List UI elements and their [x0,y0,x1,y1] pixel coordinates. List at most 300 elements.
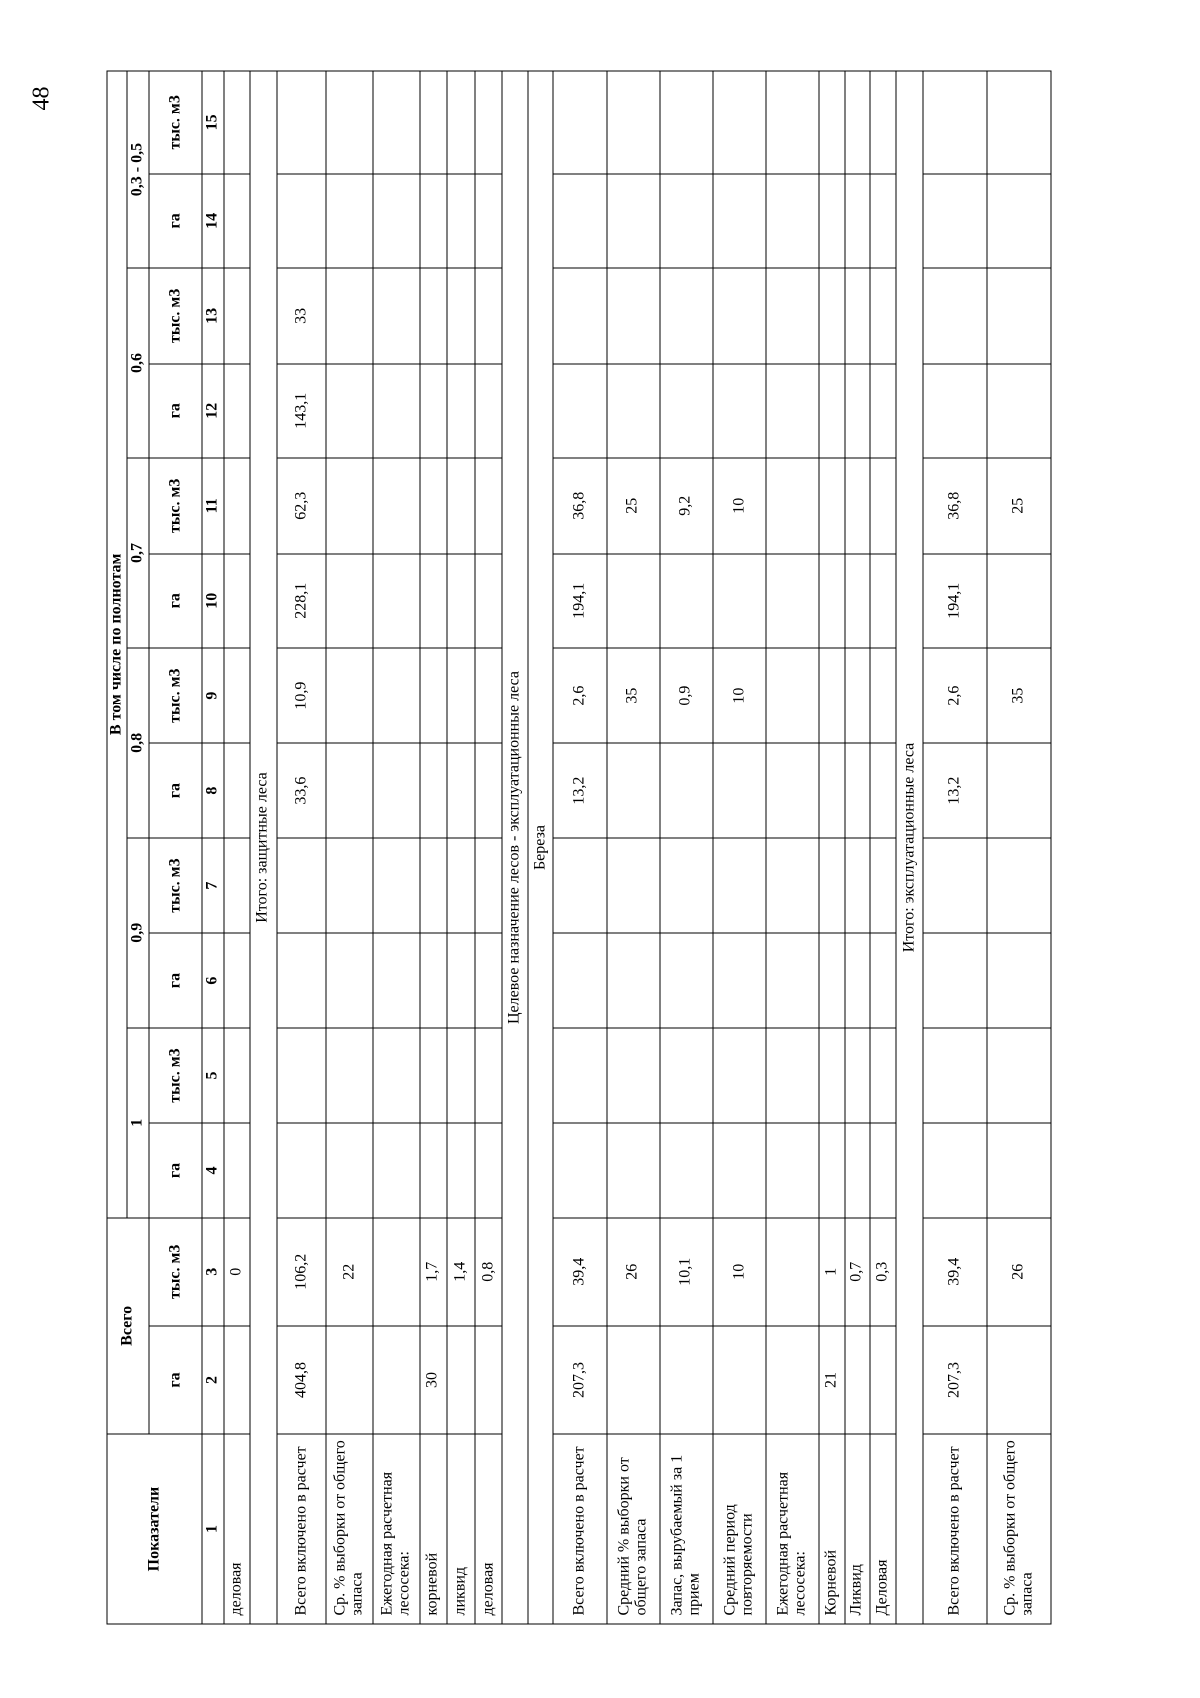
table-cell [713,1326,766,1434]
table-cell: 2,6 [553,648,606,744]
table-cell [607,743,660,837]
table-cell [870,554,896,648]
col-number: 3 [202,1218,224,1326]
table-cell [766,1326,819,1434]
unit-row [149,71,202,1624]
table-cell [607,174,660,268]
table-row [277,71,326,1624]
table-cell: 2,6 [923,648,987,744]
table-cell: 26 [607,1218,660,1326]
table-cell [326,554,373,648]
table-cell [660,1123,713,1217]
table-cell [607,838,660,934]
table-cell [373,174,420,268]
table-cell [224,1326,250,1434]
unit-ha: га [149,743,202,837]
table-cell [923,71,987,174]
table-cell [713,933,766,1027]
table-cell: 194,1 [553,554,606,648]
table-cell [987,364,1051,458]
row-label: Всего включено в расчет [277,1434,326,1624]
header-group-0-8: 0,8 [127,648,149,838]
table-cell [277,1123,326,1217]
table-cell [845,1326,871,1434]
row-label: деловая [224,1434,250,1624]
table-cell [987,933,1051,1027]
table-row [987,71,1051,1624]
table-cell: 26 [987,1218,1051,1326]
table-cell [420,1028,448,1124]
table-cell [819,174,845,268]
table-cell: 207,3 [923,1326,987,1434]
table-cell [819,743,845,837]
header-group-0-6: 0,6 [127,268,149,458]
col-number: 15 [202,71,224,174]
table-row [475,71,503,1624]
table-row [713,71,766,1624]
table-cell: 207,3 [553,1326,606,1434]
table-row [845,71,871,1624]
unit-m3: тыс. м3 [149,458,202,554]
table-cell [326,933,373,1027]
table-cell [660,174,713,268]
table-cell [420,268,448,364]
table-cell [277,174,326,268]
table-cell [766,71,819,174]
table-cell [447,743,475,837]
table-row [420,71,448,1624]
table-cell [224,648,250,744]
table-cell [224,1123,250,1217]
table-cell: 0,8 [475,1218,503,1326]
table-cell [447,174,475,268]
table-cell: 13,2 [553,743,606,837]
table-cell [447,933,475,1027]
table-cell [923,174,987,268]
table-cell [987,838,1051,934]
table-cell [766,1218,819,1326]
section-row [528,71,554,1624]
table-cell [845,268,871,364]
table-cell: 13,2 [923,743,987,837]
table-cell [607,1028,660,1124]
unit-ha: га [149,174,202,268]
table-cell [660,933,713,1027]
table-cell [326,1123,373,1217]
table-cell [553,838,606,934]
table-cell: 228,1 [277,554,326,648]
table-cell [420,648,448,744]
unit-m3: тыс. м3 [149,648,202,744]
table-cell [326,268,373,364]
table-cell: 143,1 [277,364,326,458]
table-cell [475,648,503,744]
table-cell [373,1123,420,1217]
table-cell [870,268,896,364]
table-cell [845,743,871,837]
table-row [373,71,420,1624]
table-cell [819,933,845,1027]
table-cell: 25 [987,458,1051,554]
header-group-1: 1 [127,1028,149,1218]
table-cell [766,1028,819,1124]
table-cell [447,364,475,458]
table-cell [475,554,503,648]
table-cell [475,458,503,554]
table-cell [713,1028,766,1124]
table-row [870,71,896,1624]
unit-ha: га [149,1123,202,1217]
table-cell [607,1326,660,1434]
table-cell: 404,8 [277,1326,326,1434]
table-cell [224,458,250,554]
table-cell [819,71,845,174]
table-row [923,71,987,1624]
table-cell [766,648,819,744]
table-cell [224,933,250,1027]
row-label: Ср. % выборки от общего запаса [326,1434,373,1624]
row-label: Ликвид [845,1434,871,1624]
table-row [819,71,845,1624]
header-vsego: Всего [107,1218,149,1434]
table-cell [987,554,1051,648]
table-cell [447,458,475,554]
table-cell: 10,1 [660,1218,713,1326]
table-cell [326,1028,373,1124]
table-cell [870,174,896,268]
table-cell [420,554,448,648]
table-cell [420,1123,448,1217]
table-cell [845,933,871,1027]
header-v-tom-chisle: В том числе по полнотам [107,71,127,1218]
table-cell [373,838,420,934]
table-cell [713,174,766,268]
table-cell [475,268,503,364]
table-cell [475,174,503,268]
table-cell: 25 [607,458,660,554]
table-cell [660,838,713,934]
table-row [660,71,713,1624]
table-cell [766,743,819,837]
unit-m3: тыс. м3 [149,1218,202,1326]
row-label: Средний % выборки от общего запаса [607,1434,660,1624]
table-cell [475,71,503,174]
table-cell [987,743,1051,837]
table-cell [870,71,896,174]
col-number: 11 [202,458,224,554]
table-cell [660,268,713,364]
table-cell: 35 [987,648,1051,744]
table-cell [326,364,373,458]
header-group-0-7: 0,7 [127,458,149,648]
table-cell [475,364,503,458]
col-number: 14 [202,174,224,268]
table-cell [420,71,448,174]
table-cell [447,71,475,174]
table-cell [277,838,326,934]
col-number: 6 [202,933,224,1027]
table-cell [660,71,713,174]
section-row [896,71,924,1624]
table-cell: 33 [277,268,326,364]
table-cell: 1,7 [420,1218,448,1326]
row-label: Ежегодная расчетная лесосека: [373,1434,420,1624]
table-cell: 194,1 [923,554,987,648]
table-cell: 0,3 [870,1218,896,1326]
table-cell [277,71,326,174]
table-cell [766,364,819,458]
section-title: Береза [528,71,554,1624]
table-cell: 1 [819,1218,845,1326]
table-cell [845,1028,871,1124]
table-cell [447,554,475,648]
table-cell [447,1028,475,1124]
table-cell [870,743,896,837]
col-number: 13 [202,268,224,364]
unit-m3: тыс. м3 [149,838,202,934]
unit-m3: тыс. м3 [149,71,202,174]
table-cell [713,71,766,174]
table-cell: 106,2 [277,1218,326,1326]
table-cell [420,458,448,554]
table-row [224,71,250,1624]
table-cell [326,71,373,174]
header-group-0-9: 0,9 [127,838,149,1028]
header-pokazateli: Показатели [107,1434,202,1624]
table-cell [845,458,871,554]
table-cell [224,743,250,837]
table-cell [845,174,871,268]
table-cell [373,458,420,554]
table-cell [819,648,845,744]
table-cell [326,1326,373,1434]
table-cell [713,743,766,837]
section-row [250,71,278,1624]
table-cell [845,838,871,934]
table-cell: 0,9 [660,648,713,744]
table-cell [766,838,819,934]
table-cell [660,743,713,837]
table-cell: 9,2 [660,458,713,554]
table-cell: 39,4 [923,1218,987,1326]
table-cell [766,933,819,1027]
table-cell: 39,4 [553,1218,606,1326]
table-cell [819,554,845,648]
table-cell [607,554,660,648]
table-cell [475,1326,503,1434]
table-cell [420,364,448,458]
table-cell [447,268,475,364]
table-row [607,71,660,1624]
table-cell [923,1028,987,1124]
table-row [553,71,606,1624]
table-cell [224,1028,250,1124]
table-cell [987,1123,1051,1217]
table-cell [224,268,250,364]
table-cell [819,838,845,934]
column-number-row [202,71,224,1624]
table-cell [373,648,420,744]
table-cell [553,1028,606,1124]
table-cell: 36,8 [553,458,606,554]
table-cell [660,554,713,648]
table-cell [373,743,420,837]
row-label: Всего включено в расчет [923,1434,987,1624]
table-cell [373,1326,420,1434]
header-group-0-3-0-5: 0,3 - 0,5 [127,71,149,268]
table-cell [766,174,819,268]
table-cell [607,268,660,364]
table-cell [607,1123,660,1217]
row-label: деловая [475,1434,503,1624]
table-cell [607,71,660,174]
table-cell [870,1123,896,1217]
table-cell [475,933,503,1027]
table-cell [819,1123,845,1217]
table-cell [475,838,503,934]
rotated-table-wrapper [107,71,1052,1625]
row-label: Ср. % выборки от общего запаса [987,1434,1051,1624]
table-cell: 35 [607,648,660,744]
table-cell [553,933,606,1027]
table-cell [713,554,766,648]
table-cell: 0 [224,1218,250,1326]
table-cell [870,1028,896,1124]
row-label: Всего включено в расчет [553,1434,606,1624]
table-cell [607,933,660,1027]
table-cell [224,71,250,174]
page-number: 48 [28,86,55,111]
table-cell [713,1123,766,1217]
table-cell [326,174,373,268]
table-cell [870,1326,896,1434]
table-cell [987,174,1051,268]
row-label: ликвид [447,1434,475,1624]
table-cell [373,1028,420,1124]
table-cell [870,933,896,1027]
col-number: 8 [202,743,224,837]
table-cell [420,933,448,1027]
table-cell [819,458,845,554]
col-number: 10 [202,554,224,648]
table-cell: 21 [819,1326,845,1434]
row-label: корневой [420,1434,448,1624]
table-cell [224,174,250,268]
table-cell [475,743,503,837]
table-cell [660,1028,713,1124]
table-cell [713,838,766,934]
table-cell [447,838,475,934]
table-body [224,71,1051,1624]
table-cell [923,268,987,364]
table-cell [870,364,896,458]
table-cell [326,838,373,934]
cutting-volume-table [107,71,1052,1625]
table-header [107,71,224,1624]
col-number: 2 [202,1326,224,1434]
section-title: Итого: эксплуатационные леса [896,71,924,1624]
table-cell [923,933,987,1027]
table-cell [420,838,448,934]
table-cell [447,1326,475,1434]
table-cell [553,364,606,458]
table-cell [987,268,1051,364]
table-cell [870,648,896,744]
table-cell [326,458,373,554]
table-cell [475,1028,503,1124]
table-cell: 10 [713,648,766,744]
table-cell [660,1326,713,1434]
table-cell [373,268,420,364]
row-label: Деловая [870,1434,896,1624]
table-cell [224,364,250,458]
unit-ha: га [149,933,202,1027]
table-cell [845,71,871,174]
row-label: Средний период повторяемости [713,1434,766,1624]
table-cell [553,174,606,268]
table-cell [224,554,250,648]
table-cell: 36,8 [923,458,987,554]
unit-ha: га [149,554,202,648]
unit-m3: тыс. м3 [149,268,202,364]
table-cell [870,458,896,554]
table-cell [923,838,987,934]
col-number: 4 [202,1123,224,1217]
table-cell [420,174,448,268]
table-cell [553,1123,606,1217]
table-cell [819,268,845,364]
table-cell [766,554,819,648]
table-cell [326,743,373,837]
table-cell: 1,4 [447,1218,475,1326]
table-cell: 10,9 [277,648,326,744]
table-cell [819,1028,845,1124]
table-row [766,71,819,1624]
table-cell [766,458,819,554]
table-cell [277,1028,326,1124]
table-cell [373,364,420,458]
table-cell [845,364,871,458]
table-cell [713,268,766,364]
table-cell: 33,6 [277,743,326,837]
table-cell [553,71,606,174]
table-cell [475,1123,503,1217]
table-cell [326,648,373,744]
table-cell [373,554,420,648]
table-cell [987,1028,1051,1124]
table-row [447,71,475,1624]
table-cell [923,1123,987,1217]
table-cell [660,364,713,458]
table-cell: 30 [420,1326,448,1434]
table-cell: 22 [326,1218,373,1326]
unit-ha: га [149,1326,202,1434]
table-cell [447,1123,475,1217]
table-cell [766,268,819,364]
table-cell [870,838,896,934]
table-row [326,71,373,1624]
row-label: Ежегодная расчетная лесосека: [766,1434,819,1624]
table-cell [845,648,871,744]
table-cell: 10 [713,1218,766,1326]
table-cell [987,71,1051,174]
table-cell [845,554,871,648]
table-cell [277,933,326,1027]
row-label: Корневой [819,1434,845,1624]
table-cell: 62,3 [277,458,326,554]
table-cell [447,648,475,744]
section-row [502,71,528,1624]
